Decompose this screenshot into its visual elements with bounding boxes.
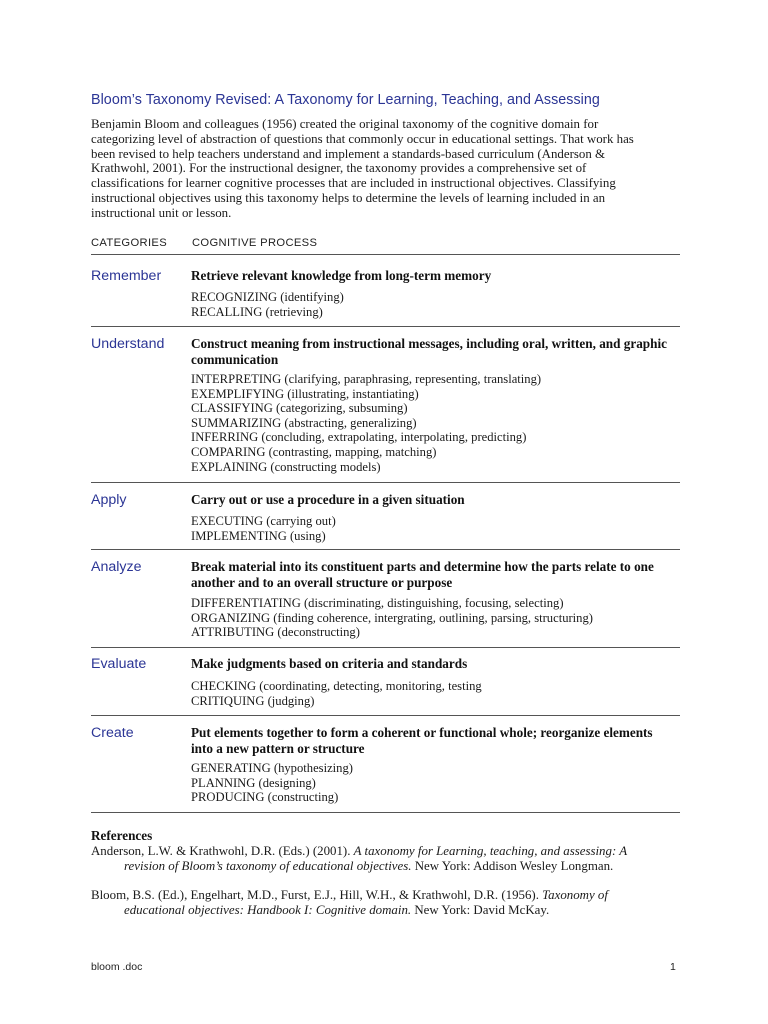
processes-remember [191, 290, 691, 319]
row-divider [91, 715, 680, 716]
row-divider [91, 549, 680, 550]
footer-page-number: 1 [670, 961, 676, 973]
process-item: RECALLING (retrieving) [191, 304, 323, 319]
definition-understand: Construct meaning from instructional messages, including oral, written, and graphic communication [191, 336, 667, 367]
process-item: ATTRIBUTING (deconstructing) [191, 625, 360, 640]
processes-understand [191, 372, 691, 474]
process-item: CLASSIFYING (categorizing, subsuming) [191, 401, 408, 416]
row-divider [91, 482, 680, 483]
process-item: EXPLAINING (constructing models) [191, 459, 381, 474]
page-title: Bloom’s Taxonomy Revised: A Taxonomy for Learning, Teaching, and Assessing [91, 92, 600, 108]
definition-remember: Retrieve relevant knowledge from long-term memory [191, 268, 492, 283]
definition-evaluate: Make judgments based on criteria and standards [191, 656, 468, 671]
reference-authors: Anderson, L.W. & Krathwohl, D.R. (Eds.) (2001). [91, 844, 354, 858]
category-remember: Remember [91, 268, 162, 284]
process-item: COMPARING (contrasting, mapping, matching) [191, 444, 437, 459]
category-apply: Apply [91, 492, 127, 508]
process-item: GENERATING (hypothesizing) [191, 761, 353, 775]
process-item: ORGANIZING (finding coherence, intergrating, outlining, parsing, structuring) [191, 610, 593, 625]
reference-authors: Bloom, B.S. (Ed.), Engelhart, M.D., Furst, E.J., Hill, W.H., & Krathwohl, D.R. (1956). [91, 888, 543, 902]
process-item: SUMMARIZING (abstracting, generalizing) [191, 415, 417, 430]
process-item: INTERPRETING (clarifying, paraphrasing, representing, translating) [191, 372, 542, 386]
process-item: IMPLEMENTING (using) [191, 528, 326, 543]
reference-publisher: New York: David McKay. [411, 903, 550, 918]
processes-evaluate [191, 679, 691, 708]
process-item: CHECKING (coordinating, detecting, monitoring, testing [191, 679, 482, 693]
process-item: DIFFERENTIATING (discriminating, distinguishing, focusing, selecting) [191, 596, 564, 610]
category-create: Create [91, 725, 134, 741]
process-item: CRITIQUING (judging) [191, 693, 315, 708]
definition-analyze: Break material into its constituent parts and determine how the parts relate to one another and to an overall structure or purpose [191, 559, 654, 590]
process-item: INFERRING (concluding, extrapolating, interpolating, predicting) [191, 430, 527, 445]
reference-title: A taxonomy for Learning, teaching, and assessing: A revision of Bloom’s taxonomy of educational objectives. [124, 844, 627, 874]
column-header-cognitive-process: COGNITIVE PROCESS [192, 237, 318, 249]
row-divider [91, 326, 680, 327]
process-item: EXECUTING (carrying out) [191, 514, 336, 528]
process-item: PRODUCING (constructing) [191, 790, 339, 805]
reference-title: Taxonomy of educational objectives: Handbook I: Cognitive domain. [124, 888, 608, 918]
definition-create: Put elements together to form a coherent or functional whole; reorganize elements into a new pattern or structure [191, 725, 653, 756]
process-item: EXEMPLIFYING (illustrating, instantiating) [191, 386, 419, 401]
process-item: PLANNING (designing) [191, 775, 316, 790]
process-item: RECOGNIZING (identifying) [191, 290, 344, 304]
definition-apply: Carry out or use a procedure in a given situation [191, 492, 465, 507]
reference-bloom [91, 888, 651, 918]
table-top-rule [91, 254, 680, 255]
processes-analyze [191, 596, 691, 640]
column-header-categories: CATEGORIES [91, 237, 168, 249]
category-understand: Understand [91, 336, 165, 352]
reference-publisher: New York: Addison Wesley Longman. [411, 859, 614, 874]
references-heading: References [91, 828, 153, 843]
processes-apply [191, 514, 691, 543]
reference-anderson [91, 844, 651, 874]
category-analyze: Analyze [91, 559, 142, 575]
table-bottom-rule [91, 812, 680, 813]
footer-filename: bloom .doc [91, 961, 143, 973]
category-evaluate: Evaluate [91, 656, 147, 672]
row-divider [91, 647, 680, 648]
intro-paragraph: Benjamin Bloom and colleagues (1956) created the original taxonomy of the cognitive domain for categorizing level of abstraction of questions that commonly occur in educational settings. That work has been revised to help teachers understand and implement a standards-based curriculum (Anderson & Krathwohl, 2001). For the instructional designer, the taxonomy provides a comprehensive set of classifications for learner cognitive processes that are included in instructional objectives. Classifying instructional objectives using this taxonomy helps to determine the levels of learning included in an instructional unit or lesson. [91, 117, 634, 220]
processes-create [191, 761, 691, 805]
